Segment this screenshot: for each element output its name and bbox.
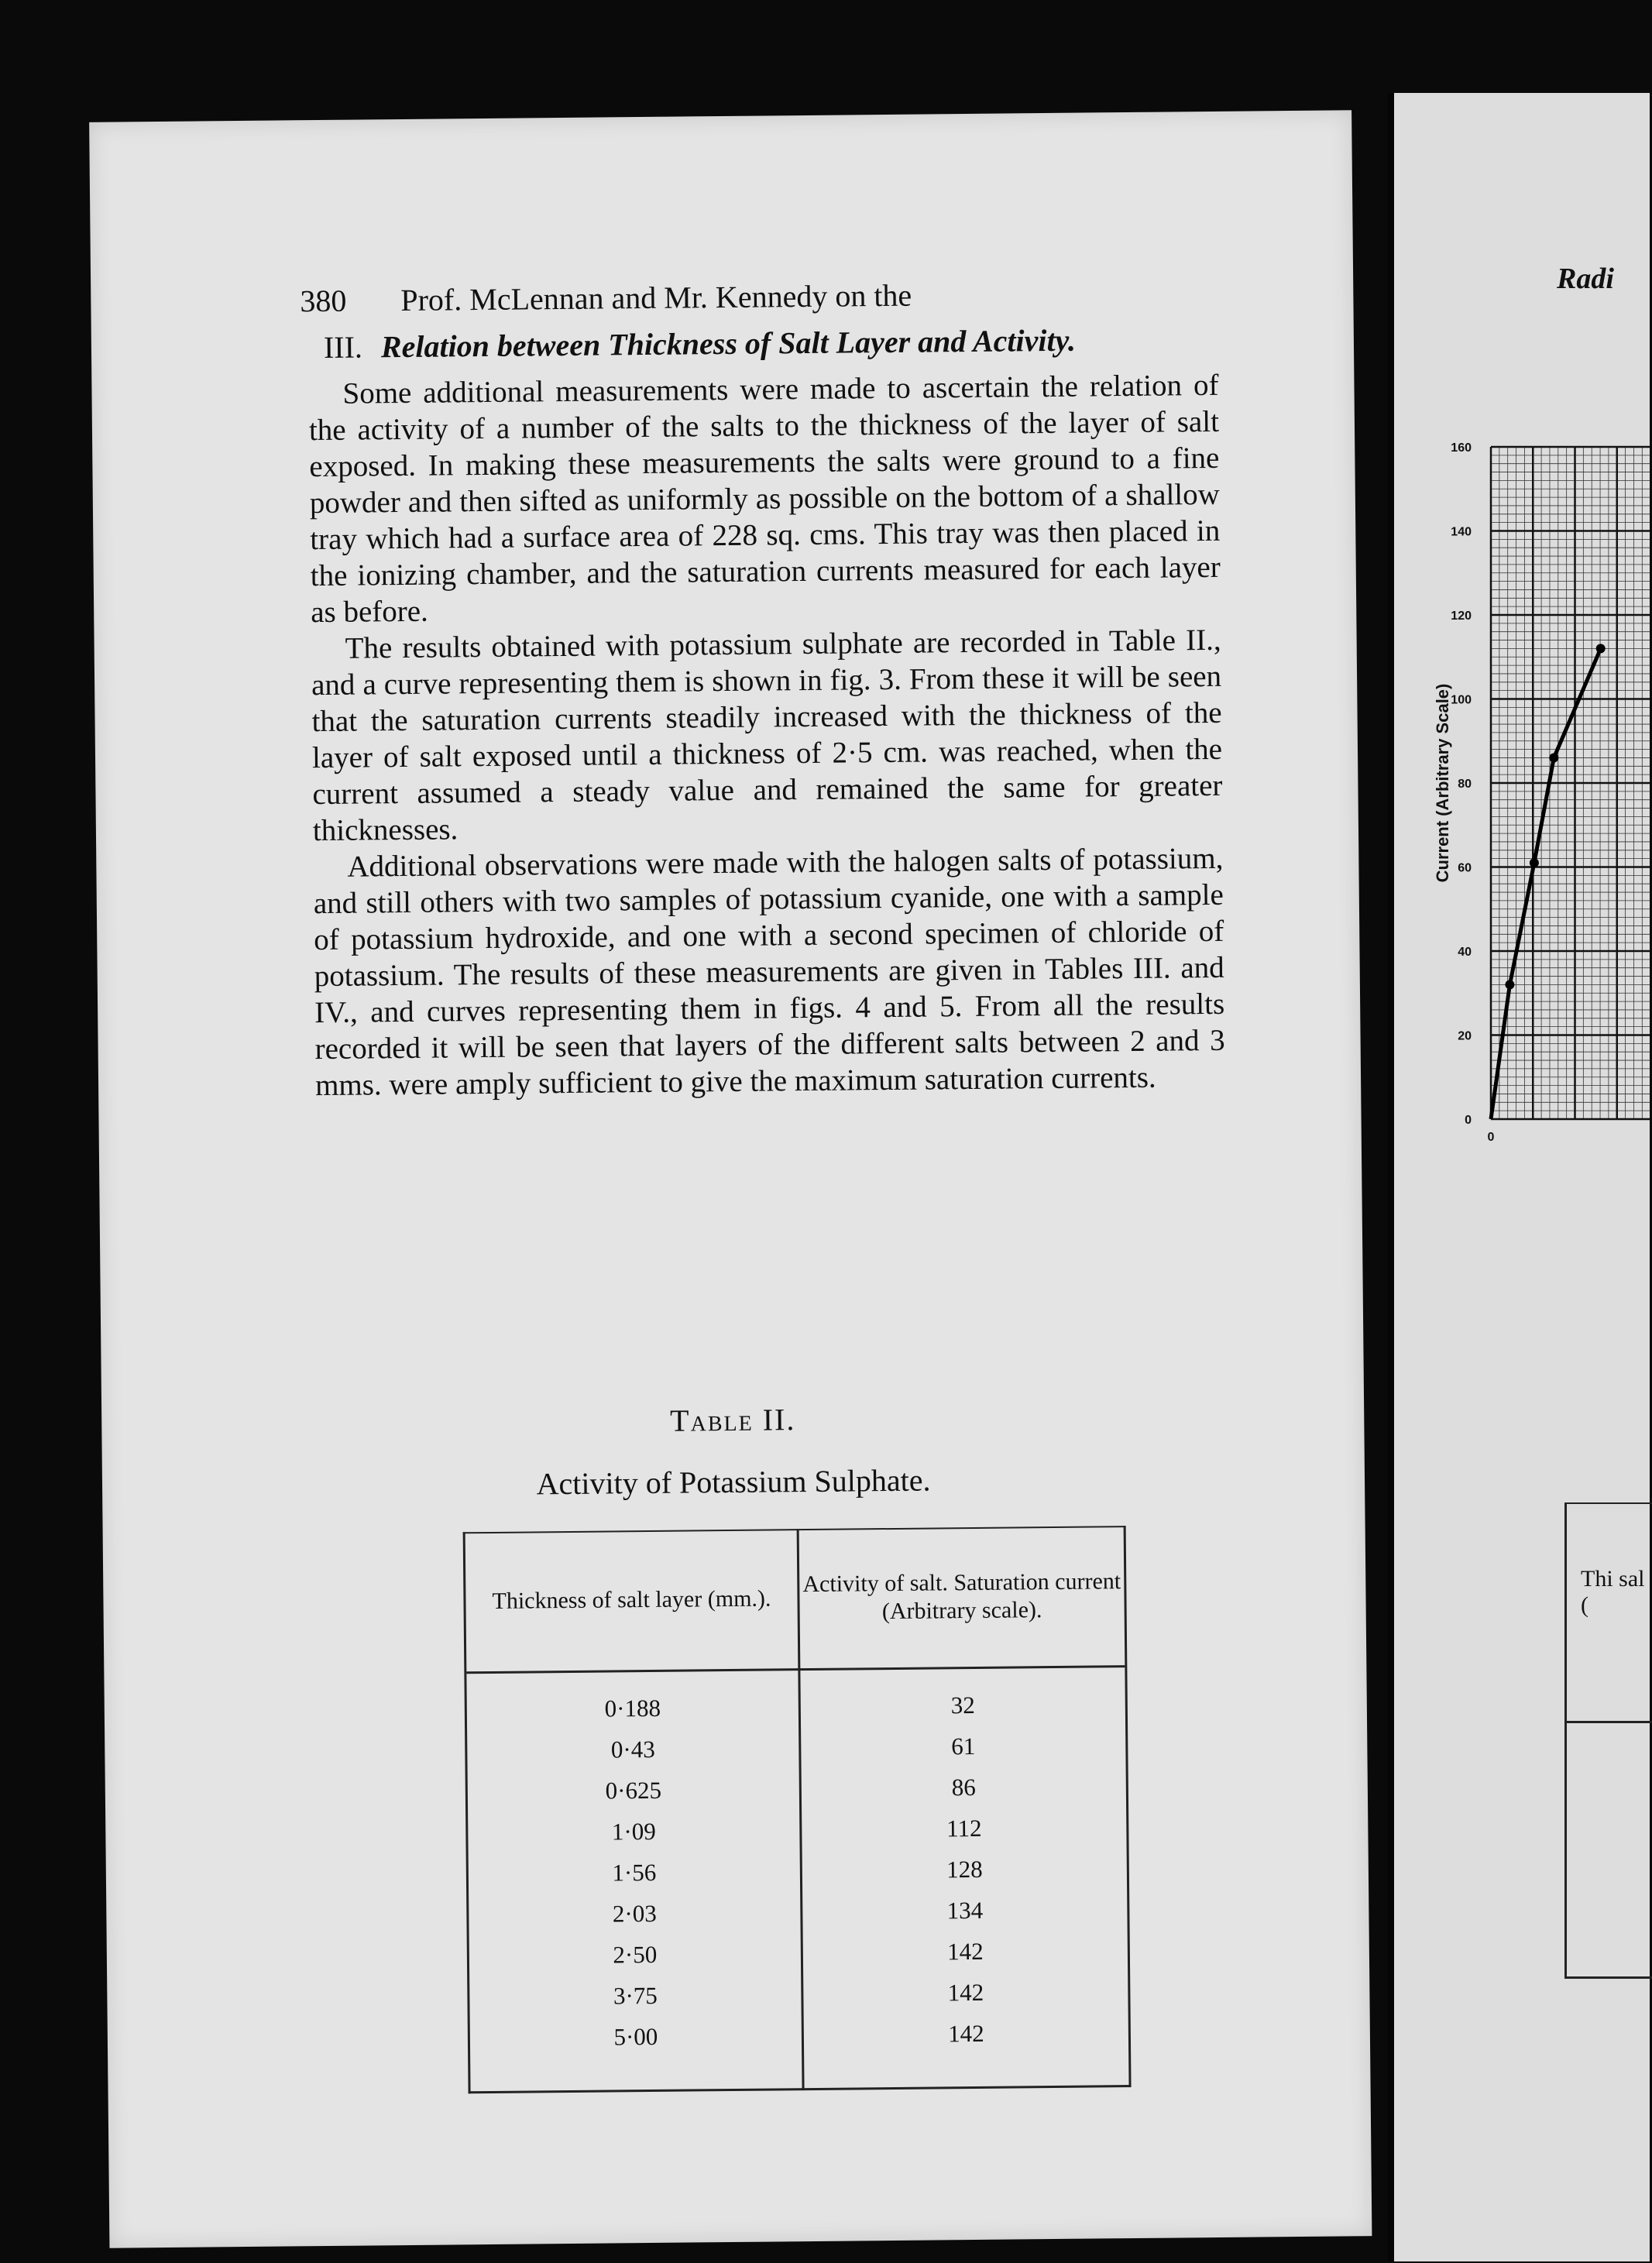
y-tick-label: 0 bbox=[1465, 1114, 1472, 1127]
section-heading: Relation between Thickness of Salt Layer and Activity. bbox=[380, 322, 1077, 365]
y-tick-label: 140 bbox=[1451, 525, 1472, 539]
right-page bbox=[1388, 93, 1650, 2261]
right-table-header-rule bbox=[1567, 1721, 1652, 1723]
right-table-header-fragment: Thi sal ( bbox=[1581, 1566, 1645, 1618]
running-head bbox=[300, 277, 912, 320]
y-tick-label: 160 bbox=[1451, 441, 1472, 455]
table-row: 0·188 32 bbox=[604, 1691, 975, 1722]
left-page bbox=[89, 110, 1372, 2248]
paragraph: Additional observations were made with the halogen salts of potassium, and still others with two samples of potassium cyanide, one with a sample of potassium hydroxide, and one with a second specimen of chloride of potassium. The results of these measurements are given in Tables III. and IV., and curves representing them in figs. 4 and 5. From all the results recorded it will be seen that layers of the different salts between 2 and 3 mms. were amply sufficient to give the maximum saturation currents. bbox=[313, 841, 1225, 1103]
table-header-activity: Activity of salt. Saturation current (Arbitrary scale). bbox=[802, 1568, 1121, 1625]
table-header-thickness: Thickness of salt layer (mm.). bbox=[492, 1585, 771, 1614]
table-caption: Activity of Potassium Sulphate. bbox=[536, 1462, 931, 1502]
table-body bbox=[467, 1690, 1129, 2066]
table-row: 1·09 112 bbox=[611, 1814, 982, 1846]
y-tick-label: 100 bbox=[1451, 693, 1472, 707]
y-tick-label: 20 bbox=[1458, 1029, 1472, 1043]
y-tick-label: 40 bbox=[1458, 946, 1472, 959]
section-number: III. bbox=[323, 329, 363, 365]
y-tick-label: 120 bbox=[1451, 610, 1472, 623]
table-label: Table II. bbox=[669, 1402, 796, 1438]
data-table bbox=[463, 1526, 1132, 2093]
y-tick-label: 60 bbox=[1458, 861, 1472, 875]
y-tick-label: 80 bbox=[1458, 778, 1472, 791]
page-number: 380 bbox=[300, 283, 347, 319]
table-row: 1·56 128 bbox=[612, 1855, 983, 1887]
x-tick-label: 0 bbox=[1487, 1131, 1495, 1144]
table-row: 5·00 142 bbox=[613, 2019, 984, 2051]
table-row: 0·43 61 bbox=[610, 1732, 976, 1763]
data-point bbox=[1549, 753, 1558, 762]
section-title bbox=[324, 322, 1076, 366]
data-point bbox=[1505, 980, 1514, 989]
table-bottom-rule bbox=[469, 2085, 1132, 2093]
paragraph: Some additional measurements were made to ascertain the relation of the activity of a number of the salts to the thickness of the layer of salt exposed. In making these measurements the salts were ground to a fine powder and then sifted as uniformly as possible on the bottom of a shallow tray which had a surface area of 228 sq. cms. This tray was then placed in the ionizing chamber, and the saturation currents measured for each layer as before. bbox=[308, 368, 1221, 630]
table-row: 3·75 142 bbox=[613, 1978, 984, 2010]
body-text bbox=[308, 367, 1225, 1104]
running-head-authors: Prof. McLennan and Mr. Kennedy on the bbox=[400, 277, 912, 318]
data-point bbox=[1530, 858, 1539, 867]
table-row: 2·03 134 bbox=[612, 1896, 984, 1928]
right-running-head: Radi bbox=[1557, 263, 1614, 295]
paragraph: The results obtained with potassium sulphate are recorded in Table II., and a curve representing them is shown in fig. 3. From these it will be seen that the saturation currents steadily increased with the thickness of the layer of salt exposed until a thickness of 2·5 cm. was reached, when the current assumed a steady value and remained the same for greater thicknesses. bbox=[311, 623, 1223, 848]
table-row: 0·625 86 bbox=[605, 1773, 976, 1805]
right-table-fragment bbox=[1564, 1502, 1652, 1979]
y-axis-label: Current (Arbitrary Scale) bbox=[1433, 683, 1452, 883]
table-row: 2·50 142 bbox=[613, 1937, 984, 1969]
data-point bbox=[1596, 644, 1606, 653]
